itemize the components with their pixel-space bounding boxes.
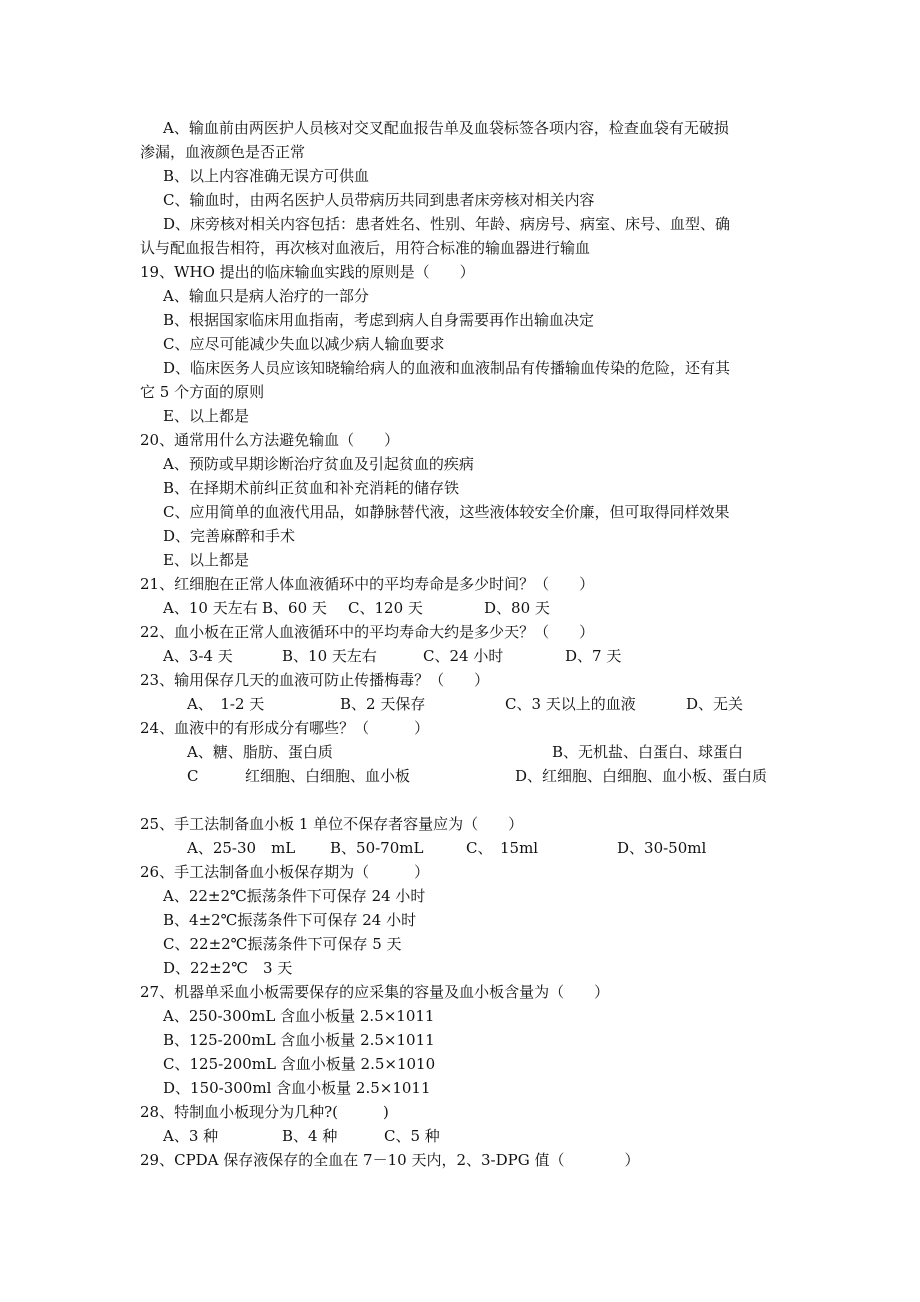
q21-option-b: B、60 天 [262,599,327,617]
q20-option-d: D、完善麻醉和手术 [163,527,296,545]
q23-option-d: D、无关 [686,695,744,713]
q19-option-b: B、根据国家临床用血指南，考虑到病人自身需要再作出输血决定 [163,311,595,329]
q23-options [0,692,920,716]
q26-option-c: C、22±2℃振荡条件下可保存 5 天 [163,935,402,953]
q20-option-b: B、在择期术前纠正贫血和补充消耗的储存铁 [163,479,460,497]
q19-option-e: E、以上都是 [163,407,249,425]
q20-option-e: E、以上都是 [163,551,249,569]
q24-stem: 24、血液中的有形成分有哪些？（ ） [140,719,430,737]
q19-option-a: A、输血只是病人治疗的一部分 [163,287,369,305]
q27-option-a: A、250-300mL 含血小板量 2.5×1011 [163,1007,435,1025]
q27-option-c: C、125-200mL 含血小板量 2.5×1010 [163,1055,436,1073]
q23-option-c: C、3 天以上的血液 [505,695,636,713]
q22-stem: 22、血小板在正常人血液循环中的平均寿命大约是多少天？（ ） [140,623,595,641]
q26-option-b: B、4±2℃振荡条件下可保存 24 小时 [163,911,417,929]
q26-option-a: A、22±2℃振荡条件下可保存 24 小时 [163,887,426,905]
q24-option-b: B、无机盐、白蛋白、球蛋白 [552,743,744,761]
q27-stem: 27、机器单采血小板需要保存的应采集的容量及血小板含量为（ ） [140,983,610,1001]
q25-option-a: A、25-30 mL [187,839,296,857]
q24-options-row2 [0,764,920,788]
q18-option-d-cont: 认与配血报告相符，再次核对血液后，用符合标准的输血器进行输血 [140,239,591,257]
q21-option-d: D、80 天 [484,599,550,617]
q21-stem: 21、红细胞在正常人体血液循环中的平均寿命是多少时间？（ ） [140,575,595,593]
q19-option-d: D、临床医务人员应该知晓输给病人的血液和血液制品有传播输血传染的危险，还有其 [163,359,731,377]
q27-option-b: B、125-200mL 含血小板量 2.5×1011 [163,1031,435,1049]
q18-option-c: C、输血时，由两名医护人员带病历共同到患者床旁核对相关内容 [163,191,595,209]
q21-option-c: C、120 天 [348,599,423,617]
q27-option-d: D、150-300ml 含血小板量 2.5×1011 [163,1079,431,1097]
q18-option-a-cont: 渗漏，血液颜色是否正常 [140,143,306,161]
q28-option-b: B、4 种 [282,1127,338,1145]
q25-option-c: C、 15ml [466,839,539,857]
q20-option-a: A、预防或早期诊断治疗贫血及引起贫血的疾病 [163,455,474,473]
q23-option-a: A、 1-2 天 [187,695,265,713]
q28-options [0,1124,920,1148]
q22-option-d: D、7 天 [565,647,622,665]
q18-option-a: A、输血前由两医护人员核对交叉配血报告单及血袋标签各项内容，检查血袋有无破损 [163,119,729,137]
q24-option-c: 红细胞、白细胞、血小板 [245,767,411,785]
q23-option-b: B、2 天保存 [340,695,426,713]
q24-option-a: A、糖、脂肪、蛋白质 [187,743,333,761]
q22-options [0,644,920,668]
q24-options-row1 [0,740,920,764]
q19-stem: 19、WHO 提出的临床输血实践的原则是（ ） [140,263,475,281]
q29-stem: 29、CPDA 保存液保存的全血在 7－10 天内，2、3-DPG 值（ ） [140,1151,640,1169]
q25-options [0,836,920,860]
q21-option-a: A、10 天左右 [163,599,258,617]
q22-option-b: B、10 天左右 [282,647,377,665]
q24-option-c-letter: C [187,767,199,785]
q24-option-d: D、红细胞、白细胞、血小板、蛋白质 [515,767,768,785]
q25-option-d: D、30-50ml [617,839,707,857]
q20-option-c: C、应用简单的血液代用品，如静脉替代液，这些液体较安全价廉，但可取得同样效果 [163,503,730,521]
q20-stem: 20、通常用什么方法避免输血（ ） [140,431,400,449]
q26-stem: 26、手工法制备血小板保存期为（ ） [140,863,430,881]
q28-stem: 28、特制血小板现分为几种?( ) [140,1103,389,1121]
q22-option-c: C、24 小时 [423,647,504,665]
q19-option-c: C、应尽可能减少失血以减少病人输血要求 [163,335,445,353]
q18-option-d: D、床旁核对相关内容包括：患者姓名、性别、年龄、病房号、病室、床号、血型、确 [163,215,731,233]
q28-option-c: C、5 种 [384,1127,440,1145]
q21-options [0,596,920,620]
q18-option-b: B、以上内容准确无误方可供血 [163,167,370,185]
q19-option-d-cont: 它 5 个方面的原则 [140,383,265,401]
q26-option-d: D、22±2℃ 3 天 [163,959,293,977]
q25-stem: 25、手工法制备血小板 1 单位不保存者容量应为（ ） [140,815,524,833]
q23-stem: 23、输用保存几天的血液可防止传播梅毒？（ ） [140,671,490,689]
q22-option-a: A、3-4 天 [163,647,233,665]
q25-option-b: B、50-70mL [330,839,424,857]
q28-option-a: A、3 种 [163,1127,219,1145]
